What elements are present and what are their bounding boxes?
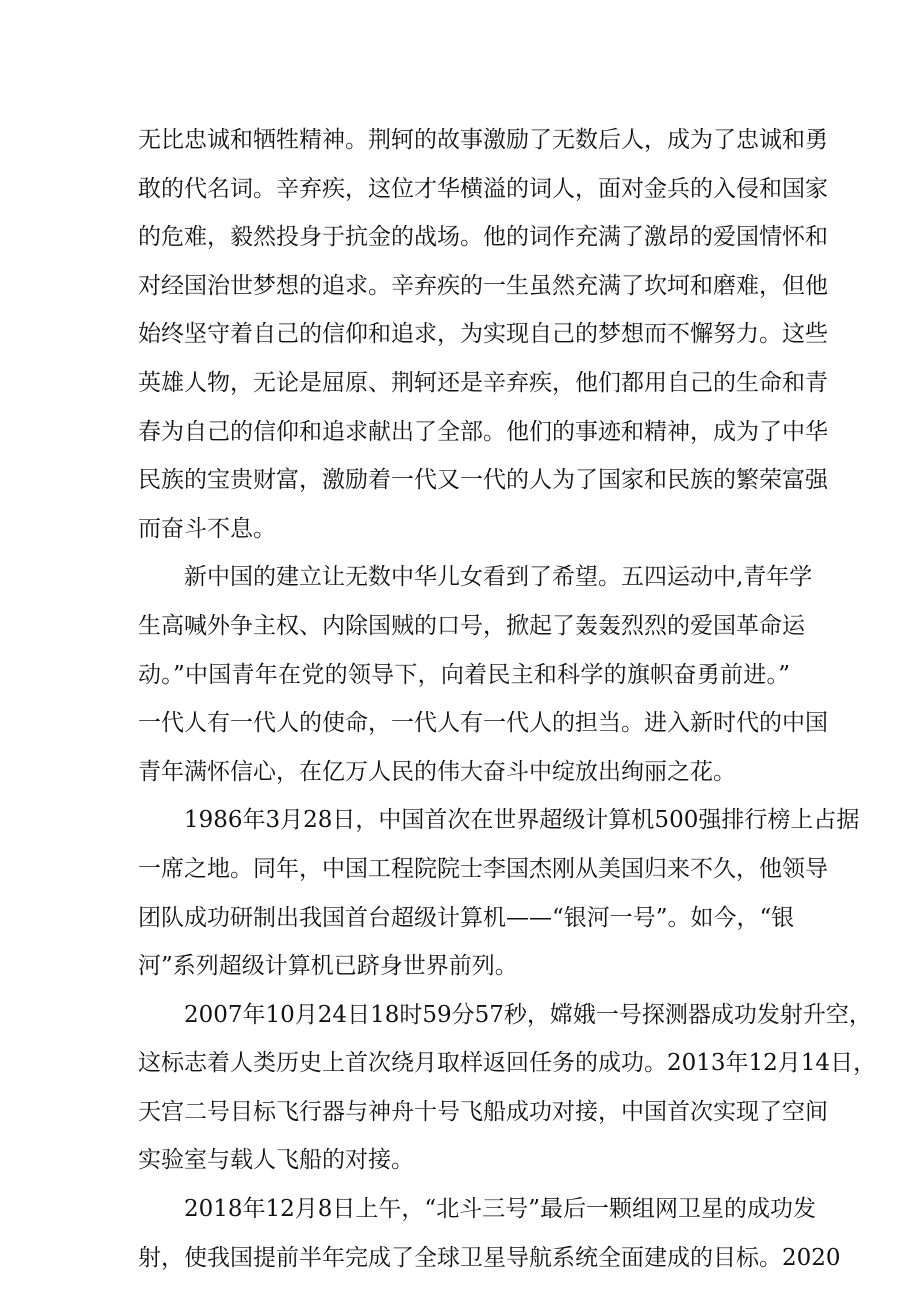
text-line: 春为自己的信仰和追求献出了全部。他们的事迹和精神，成为了中华 [138,418,828,445]
text-line: 2018年12月8日上午，“北斗三号”最后一颗组网卫星的成功发 [184,1196,816,1223]
text-line: 的危难，毅然投身于抗金的战场。他的词作充满了激昂的爱国情怀和 [138,224,828,251]
document-body [138,116,877,1282]
text-line: 无比忠诚和牺牲精神。荆轲的故事激励了无数后人，成为了忠诚和勇 [138,127,828,153]
text-line: 2007年10月24日18时59分57秒，嫦娥一号探测器成功发射升空， [184,1001,872,1028]
text-line: 青年满怀信心，在亿万人民的伟大奋斗中绽放出绚丽之花。 [138,758,736,785]
text-line: 1986年3月28日，中国首次在世界超级计算机500强排行榜上占据 [184,807,860,834]
text-line: 一席之地。同年，中国工程院院士李国杰刚从美国归来不久，他领导 [138,855,828,882]
text-line: 而奋斗不息。 [138,515,276,542]
text-line: 这标志着人类历史上首次绕月取样返回任务的成功。2013年12月14日， [138,1050,877,1077]
paragraph-supercomputer [138,796,860,990]
text-line: 一代人有一代人的使命，一代人有一代人的担当。进入新时代的中国 [138,710,828,737]
text-line: 民族的宝贵财富，激励着一代又一代的人为了国家和民族的繁荣富强 [138,467,828,494]
text-line: 天宫二号目标飞行器与神舟十号飞船成功对接，中国首次实现了空间 [138,1098,828,1125]
text-line: 新中国的建立让无数中华儿女看到了希望。五四运动中,青年学 [184,564,813,591]
text-line: 始终坚守着自己的信仰和追求，为实现自己的梦想而不懈努力。这些 [138,321,828,348]
paragraph-lunar [138,991,877,1185]
text-line: 团队成功研制出我国首台超级计算机——“银河一号”。如今，“银 [138,904,795,931]
text-line: 敢的代名词。辛弃疾，这位才华横溢的词人，面对金兵的入侵和国家 [138,175,828,202]
text-line: 射，使我国提前半年完成了全球卫星导航系统全面建成的目标。2020 [138,1244,841,1271]
text-line: 生高喊外争主权、内除国贼的口号，掀起了轰轰烈烈的爱国革命运 [138,612,805,639]
text-line: 对经国治世梦想的追求。辛弃疾的一生虽然充满了坎坷和磨难，但他 [138,272,828,299]
paragraph-heroes [138,116,828,553]
text-line: 动。”中国青年在党的领导下，向着民主和科学的旗帜奋勇前进。” [138,661,790,688]
paragraph-beidou [138,1185,841,1282]
text-line: 河”系列超级计算机已跻身世界前列。 [138,953,518,980]
text-line: 实验室与载人飞船的对接。 [138,1147,414,1174]
paragraph-new-china [138,553,828,796]
text-line: 英雄人物，无论是屈原、荆轲还是辛弃疾，他们都用自己的生命和青 [138,369,828,396]
